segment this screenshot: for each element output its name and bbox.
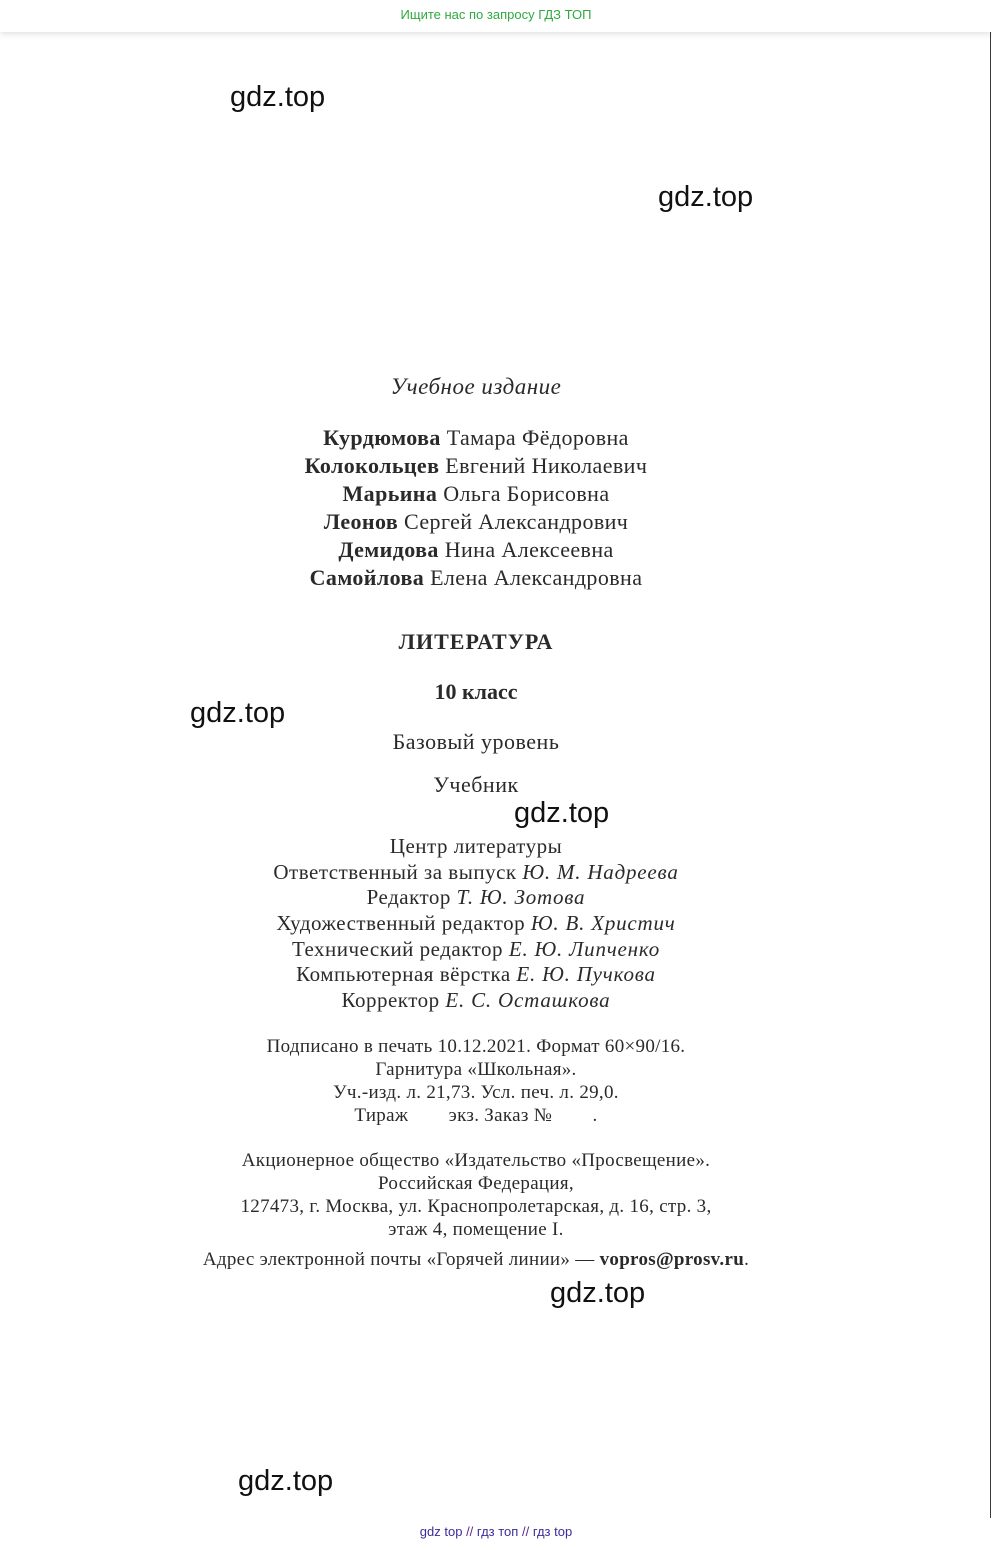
print-info-line: Гарнитура «Школьная». bbox=[375, 1059, 577, 1080]
footer-link[interactable]: гдз top bbox=[532, 1524, 573, 1539]
author-given-name: Ольга Борисовна bbox=[443, 481, 610, 506]
print-info-line: Подписано в печать 10.12.2021. Формат 60×90/16. bbox=[266, 1036, 686, 1057]
credit-name: Е. Ю. Пучкова bbox=[516, 962, 656, 986]
watermark: gdz.top bbox=[230, 81, 326, 113]
print-info-line: Тираж экз. Заказ № . bbox=[354, 1105, 598, 1126]
print-info-line: Уч.-изд. л. 21,73. Усл. печ. л. 29,0. bbox=[333, 1082, 619, 1103]
footer-link[interactable]: гдз топ bbox=[476, 1524, 519, 1539]
author-given-name: Нина Алексеевна bbox=[444, 537, 614, 562]
credit-role: Редактор bbox=[366, 885, 451, 909]
watermark: gdz.top bbox=[514, 797, 610, 829]
watermark: gdz.top bbox=[550, 1277, 646, 1309]
email-prefix: Адрес электронной почты «Горячей линии» — bbox=[202, 1249, 600, 1270]
credit-name: Е. С. Осташкова bbox=[445, 988, 611, 1012]
credit-role: Технический редактор bbox=[291, 937, 504, 961]
credit-name: Т. Ю. Зотова bbox=[456, 885, 586, 909]
credit-line bbox=[0, 939, 952, 960]
email-line bbox=[0, 1250, 952, 1269]
footer-links bbox=[0, 1524, 992, 1539]
publisher-line: этаж 4, помещение I. bbox=[388, 1219, 564, 1240]
publisher-line: Акционерное общество «Издательство «Просвещение». bbox=[241, 1150, 711, 1171]
credit-role: Художественный редактор bbox=[276, 911, 526, 935]
page-edge bbox=[990, 32, 991, 1518]
author-line bbox=[0, 483, 952, 505]
credit-role: Корректор bbox=[341, 988, 440, 1012]
credit-name: Е. Ю. Липченко bbox=[508, 937, 661, 961]
credit-role: Ответственный за выпуск bbox=[273, 860, 517, 884]
author-line bbox=[0, 511, 952, 533]
banner-text[interactable]: Ищите нас по запросу ГДЗ ТОП bbox=[400, 7, 592, 22]
edition-type: Учебное издание bbox=[390, 374, 562, 399]
author-given-name: Евгений Николаевич bbox=[445, 453, 648, 478]
author-line bbox=[0, 567, 952, 589]
author-surname: Курдюмова bbox=[323, 425, 441, 450]
author-given-name: Елена Александровна bbox=[430, 565, 643, 590]
footer-link[interactable]: gdz top bbox=[419, 1524, 463, 1539]
publisher-line: 127473, г. Москва, ул. Краснопролетарская, д. 16, стр. 3, bbox=[240, 1196, 712, 1217]
email-suffix: . bbox=[744, 1249, 750, 1270]
grade: 10 класс bbox=[434, 679, 518, 704]
credit-name: Ю. В. Христич bbox=[530, 911, 676, 935]
watermark: gdz.top bbox=[658, 181, 754, 213]
author-surname: Самойлова bbox=[309, 565, 425, 590]
watermark: gdz.top bbox=[238, 1465, 334, 1497]
watermark: gdz.top bbox=[190, 697, 286, 729]
credit-role: Компьютерная вёрстка bbox=[296, 962, 511, 986]
level: Базовый уровень bbox=[392, 729, 560, 754]
author-surname: Леонов bbox=[323, 509, 399, 534]
top-banner bbox=[0, 0, 992, 32]
author-surname: Колокольцев bbox=[304, 453, 440, 478]
publisher-line: Российская Федерация, bbox=[378, 1173, 574, 1194]
credit-line bbox=[0, 990, 952, 1011]
email-address: vopros@prosv.ru bbox=[599, 1249, 745, 1270]
footer-separator: // bbox=[521, 1524, 530, 1539]
credit-line bbox=[0, 964, 952, 985]
author-surname: Марьина bbox=[342, 481, 438, 506]
book-type: Учебник bbox=[433, 772, 519, 797]
author-given-name: Сергей Александрович bbox=[404, 509, 629, 534]
author-line bbox=[0, 427, 952, 449]
footer-separator: // bbox=[466, 1524, 474, 1539]
credit-line bbox=[0, 887, 952, 908]
center-name: Центр литературы bbox=[389, 834, 563, 858]
author-surname: Демидова bbox=[338, 537, 439, 562]
credit-line bbox=[0, 862, 952, 883]
author-line bbox=[0, 539, 952, 561]
book-title: ЛИТЕРАТУРА bbox=[398, 629, 554, 654]
author-given-name: Тамара Фёдоровна bbox=[446, 425, 629, 450]
credit-line bbox=[0, 913, 952, 934]
credit-name: Ю. М. Надреева bbox=[522, 860, 679, 884]
author-line bbox=[0, 455, 952, 477]
